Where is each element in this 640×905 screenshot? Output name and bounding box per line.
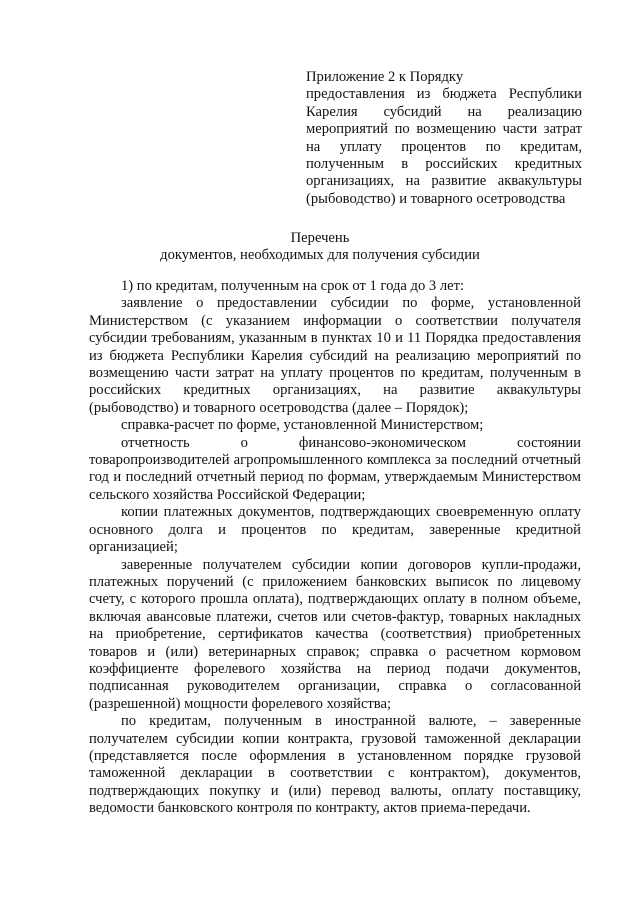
- paragraph-payment-documents: копии платежных документов, подтверждающих своевременную оплату основного долга и процентов по кредитам, заверенные кредитной организацией;: [89, 504, 581, 556]
- document-heading: [90, 230, 550, 265]
- document-body: [89, 278, 581, 818]
- appendix-title: Приложение 2 к Порядку: [306, 69, 464, 85]
- paragraph-application: заявление о предоставлении субсидии по форме, установленной Министерством (с указанием информации о соответствии получателя субсидии требованиям, указанным в пунктах 10 и 11 Порядка предоставления из бюджета Республики Карелия субсидий на реализацию мероприятий по возмещению части затрат на уплату процентов по кредитам, полученным в российских кредитных организациях, на развитие аквакультуры (рыбоводство) и товарного осетроводства (далее – Порядок);: [89, 295, 581, 416]
- paragraph-item-1: 1) по кредитам, полученным на срок от 1 года до 3 лет:: [121, 278, 465, 294]
- paragraph-foreign-currency: по кредитам, полученным в иностранной валюте, – заверенные получателем субсидии копии контракта, грузовой таможенной декларации (представляется после оформления в установленном порядке грузовой таможенной декларации в соответствии с контрактом), документов, подтверждающих покупку и (или) перевод валюты, оплату поставщику, ведомости банковского контроля по контракту, актов приема-передачи.: [89, 713, 581, 817]
- paragraph-reporting: отчетность о финансово-экономическом состоянии товаропроизводителей агропромышленного комплекса за последний отчетный год и последний отчетный период по формам, утверждаемым Министерством сельского хозяйства Российской Федерации;: [89, 434, 581, 503]
- paragraph-calculation: справка-расчет по форме, установленной Министерством;: [121, 417, 484, 434]
- paragraph-certified-copies: заверенные получателем субсидии копии договоров купли-продажи, платежных поручений (с приложением банковских выписок по лицевому счету, с которого прошла оплата), подтверждающих оплату в полном объеме, включая авансовые платежи, счетов или счетов-фактур, товарных накладных на приобретение, сертификатов качества (соответствия) приобретенных товаров и (или) ветеринарных справок; справка о расчетном кормовом коэффициенте форелевого хозяйства на период подачи документов, подписанная руководителем организации, справка о согласованной (разрешенной) мощности форелевого хозяйства;: [89, 556, 581, 712]
- appendix-reference: [306, 69, 582, 208]
- heading-title: Перечень: [290, 230, 350, 246]
- appendix-text: предоставления из бюджета Республики Карелия субсидий на реализацию мероприятий по возмещению части затрат на уплату процентов по кредитам, полученным в российских кредитных организациях, на развитие аквакультуры (рыбоводство) и товарного осетроводства: [306, 86, 582, 207]
- heading-subtitle: документов, необходимых для получения субсидии: [160, 247, 480, 264]
